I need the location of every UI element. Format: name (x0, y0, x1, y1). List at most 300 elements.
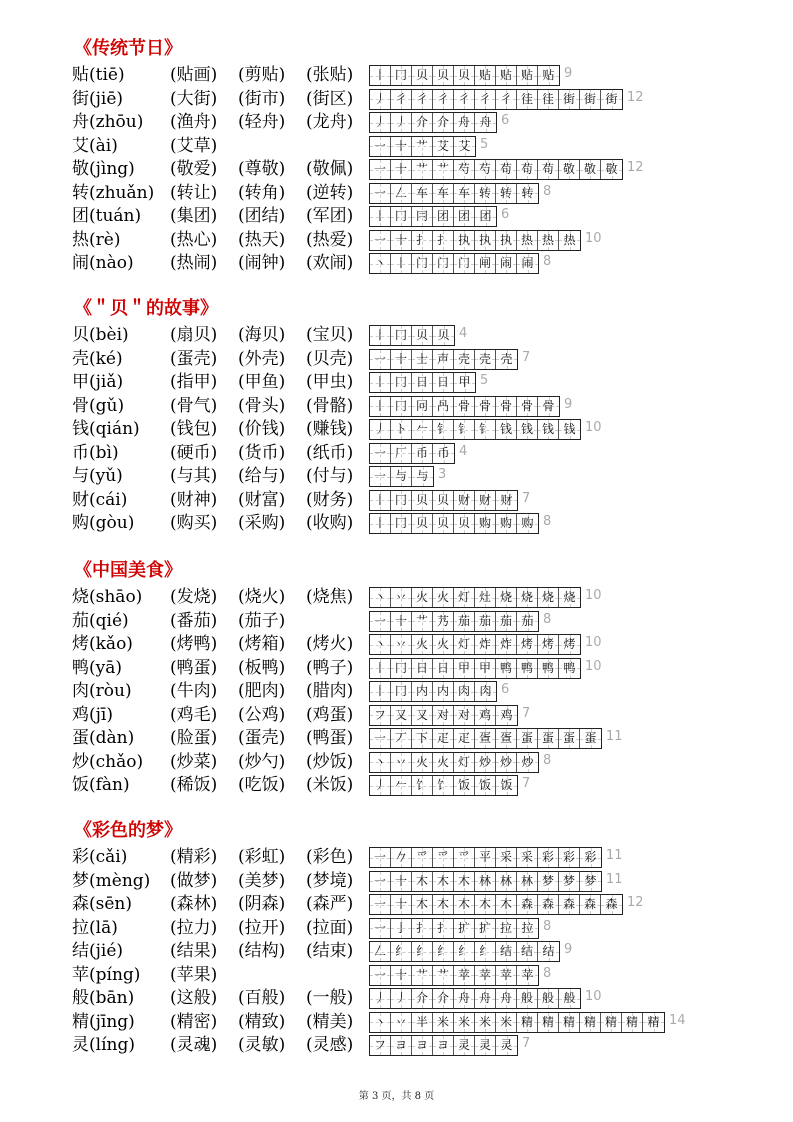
stroke-step (370, 207, 391, 226)
stroke-step-glyph: 苹 (499, 967, 512, 982)
stroke-step (433, 184, 454, 203)
stroke-step-glyph: 钱 (541, 422, 554, 436)
stroke-step (454, 66, 475, 85)
stroke-step-glyph: 敬 (562, 162, 575, 176)
stroke-step (559, 895, 580, 914)
vocab-row (0, 418, 793, 441)
stroke-step-glyph: 舟 (457, 991, 470, 1005)
stroke-step-glyph: 饭 (457, 778, 470, 792)
stroke-step (601, 90, 622, 109)
stroke-step (475, 207, 496, 226)
stroke-step (454, 231, 475, 250)
stroke-order-grid (369, 894, 623, 915)
stroke-step-glyph: 烧 (541, 590, 554, 604)
stroke-step-glyph: 闹 (521, 256, 534, 270)
stroke-step-glyph: 纟 (436, 944, 449, 958)
stroke-step-glyph: 饣 (436, 778, 449, 792)
stroke-step (454, 90, 475, 109)
example-word: (海贝) (238, 325, 286, 345)
stroke-step-glyph: 蛋 (562, 731, 575, 745)
stroke-step-glyph: 十 (394, 162, 407, 176)
stroke-step-glyph: 炒 (478, 754, 491, 769)
stroke-step (391, 706, 412, 725)
char-pinyin: 与(yǔ) (72, 466, 123, 486)
example-word: (烧焦) (306, 587, 354, 607)
example-word: (财神) (170, 489, 218, 510)
vocab-row (0, 64, 793, 87)
stroke-step-glyph: 炸 (478, 637, 491, 651)
stroke-step-glyph: フ (373, 707, 386, 722)
stroke-count: 14 (669, 1012, 686, 1028)
stroke-step (517, 729, 538, 748)
vocab-row (0, 489, 793, 512)
example-word: (扇贝) (170, 325, 218, 345)
stroke-step (412, 66, 433, 85)
stroke-step-glyph: 转 (478, 185, 491, 200)
stroke-step-glyph: 彳 (436, 91, 449, 106)
example-word: (蛋壳) (170, 348, 218, 369)
char-pinyin: 饭(fàn) (72, 775, 130, 795)
stroke-count: 8 (543, 918, 552, 934)
stroke-count: 10 (585, 658, 602, 674)
stroke-step-glyph: 丿 (373, 115, 386, 129)
stroke-step (475, 514, 496, 533)
stroke-step-glyph: 贝 (436, 68, 449, 82)
stroke-count: 11 (606, 848, 623, 863)
stroke-step-glyph: 采 (499, 850, 512, 864)
vocab-row (0, 135, 793, 158)
example-word: (热爱) (306, 229, 354, 250)
stroke-step (517, 753, 538, 772)
stroke-step-glyph: 丨 (373, 684, 386, 698)
stroke-step (475, 90, 496, 109)
stroke-step (370, 137, 391, 156)
example-word: (板鸭) (238, 657, 286, 678)
stroke-step-glyph: 一 (373, 232, 386, 247)
stroke-step (391, 397, 412, 416)
stroke-order-grid (369, 372, 476, 393)
stroke-step (496, 1036, 517, 1055)
stroke-step (496, 397, 517, 416)
stroke-step (433, 373, 454, 392)
stroke-step (433, 90, 454, 109)
stroke-step (391, 373, 412, 392)
stroke-step-glyph: 火 (415, 637, 428, 651)
example-word: (硬币) (170, 442, 218, 463)
stroke-step-glyph: 一 (373, 162, 386, 176)
example-word: (蛋壳) (238, 728, 286, 748)
stroke-step-glyph: 钱 (499, 422, 512, 436)
stroke-step-glyph: 蛋 (541, 731, 554, 745)
vocab-row (0, 182, 793, 205)
stroke-step (475, 989, 496, 1008)
stroke-count: 12 (627, 89, 644, 105)
stroke-step-glyph: 贝 (457, 516, 470, 530)
stroke-step (538, 588, 559, 607)
vocab-row (0, 680, 793, 703)
stroke-step (412, 588, 433, 607)
stroke-step-glyph: 饣 (415, 778, 428, 792)
stroke-step-glyph: 鸡 (478, 707, 491, 722)
stroke-step-glyph: 执 (499, 232, 512, 247)
stroke-step (370, 90, 391, 109)
stroke-step (496, 966, 517, 985)
example-word: (森严) (306, 894, 354, 914)
stroke-step-glyph: 介 (436, 991, 449, 1005)
example-word: (街市) (238, 88, 286, 109)
stroke-step (433, 137, 454, 156)
stroke-step-glyph: 车 (457, 185, 470, 200)
stroke-step-glyph: 丿 (394, 991, 407, 1005)
stroke-step-glyph: 丷 (394, 1014, 407, 1029)
stroke-step-glyph: 扩 (457, 920, 470, 935)
stroke-step (496, 254, 517, 273)
stroke-step-glyph: ト (394, 422, 407, 436)
stroke-step (475, 113, 496, 132)
stroke-step (412, 989, 433, 1008)
stroke-step (496, 753, 517, 772)
stroke-step (475, 919, 496, 938)
char-pinyin: 币(bì) (72, 442, 119, 463)
example-word: (鸡蛋) (306, 704, 354, 725)
char-pinyin: 精(jīng) (72, 1011, 135, 1032)
stroke-step (370, 444, 391, 463)
stroke-step-glyph: 与 (394, 469, 407, 483)
stroke-step-glyph: 结 (542, 944, 555, 958)
stroke-step (454, 729, 475, 748)
stroke-step-glyph: 十 (394, 897, 407, 911)
example-word: (龙舟) (306, 112, 354, 132)
vocab-row (0, 774, 793, 797)
stroke-step (370, 231, 391, 250)
stroke-step-glyph: 精 (520, 1014, 533, 1029)
stroke-step (475, 350, 496, 369)
char-pinyin: 购(gòu) (72, 513, 135, 533)
stroke-order-grid (369, 325, 455, 346)
stroke-step-glyph: 丷 (394, 637, 407, 651)
stroke-step (475, 729, 496, 748)
stroke-step (454, 588, 475, 607)
stroke-step-glyph: 敬 (583, 162, 596, 176)
example-word: (肥肉) (238, 681, 286, 701)
stroke-step-glyph: 茄 (457, 613, 470, 628)
stroke-step-glyph: 艾 (436, 138, 449, 153)
stroke-step (496, 514, 517, 533)
stroke-step (433, 588, 454, 607)
stroke-step (391, 207, 412, 226)
char-pinyin: 灵(líng) (72, 1035, 135, 1055)
stroke-step (412, 160, 433, 179)
stroke-step (475, 397, 496, 416)
stroke-step (370, 350, 391, 369)
stroke-count: 9 (564, 66, 573, 81)
stroke-step (370, 729, 391, 748)
stroke-step (412, 1036, 433, 1055)
stroke-count: 6 (501, 207, 510, 222)
stroke-step (517, 397, 538, 416)
stroke-step-glyph: 艹 (415, 967, 428, 982)
stroke-step-glyph: 米 (499, 1014, 512, 1029)
stroke-step (538, 942, 559, 961)
stroke-step-glyph: 介 (415, 991, 428, 1005)
stroke-step-glyph: 丨 (394, 256, 407, 270)
stroke-step (391, 137, 412, 156)
stroke-order-grid (369, 918, 539, 939)
stroke-step (412, 895, 433, 914)
stroke-step-glyph: 丨 (373, 68, 386, 82)
stroke-step (370, 373, 391, 392)
stroke-step (454, 872, 475, 891)
stroke-step-glyph: 采 (520, 850, 533, 864)
stroke-step (412, 729, 433, 748)
stroke-step-glyph: 扩 (478, 920, 491, 935)
stroke-step-glyph: 火 (436, 590, 449, 604)
char-pinyin: 艾(ài) (72, 135, 118, 156)
stroke-step-glyph: 扌 (436, 920, 449, 935)
stroke-step (559, 872, 580, 891)
stroke-step (454, 942, 475, 961)
stroke-step (370, 467, 391, 486)
stroke-step (391, 635, 412, 654)
example-word: (烤火) (306, 634, 354, 654)
stroke-step (580, 872, 601, 891)
vocab-row (0, 940, 793, 963)
stroke-step-glyph: 冋 (415, 398, 428, 413)
stroke-step-glyph: 又 (415, 707, 428, 722)
stroke-step-glyph: 钅 (436, 422, 449, 436)
stroke-step-glyph: 烤 (520, 637, 533, 651)
stroke-step (412, 966, 433, 985)
stroke-step (475, 66, 496, 85)
stroke-step (412, 467, 433, 486)
stroke-step (433, 682, 454, 701)
stroke-step (496, 729, 517, 748)
stroke-step-glyph: 彳 (415, 91, 428, 106)
stroke-step-glyph: 茄 (478, 613, 491, 628)
stroke-step (433, 919, 454, 938)
stroke-step-glyph: 钅 (457, 422, 470, 436)
stroke-step-glyph: 米 (478, 1014, 491, 1029)
stroke-step-glyph: 丿 (373, 422, 386, 436)
char-pinyin: 茄(qié) (72, 610, 129, 631)
example-word: (收购) (306, 513, 354, 533)
stroke-count: 10 (585, 635, 602, 650)
stroke-step-glyph: 徍 (541, 91, 554, 106)
stroke-step-glyph: 丨 (373, 328, 386, 342)
stroke-step-glyph: 丨 (373, 375, 386, 389)
stroke-step (496, 90, 517, 109)
stroke-step-glyph: 一 (373, 873, 386, 888)
stroke-step-glyph: 拉 (499, 920, 512, 935)
stroke-step (412, 514, 433, 533)
stroke-step (391, 872, 412, 891)
section-title: 《彩色的梦》 (74, 820, 182, 841)
vocab-row (0, 158, 793, 181)
example-word: (彩色) (306, 847, 354, 867)
stroke-step-glyph: 森 (520, 897, 533, 911)
stroke-step (370, 659, 391, 678)
char-pinyin: 鸡(jī) (72, 704, 113, 725)
example-word: (鸭子) (306, 657, 354, 678)
stroke-step (454, 207, 475, 226)
stroke-count: 6 (501, 682, 510, 697)
stroke-step-glyph: 冂 (394, 516, 407, 530)
stroke-step (391, 184, 412, 203)
stroke-step-glyph: 十 (394, 232, 407, 247)
vocab-row (0, 252, 793, 275)
stroke-step (454, 373, 475, 392)
stroke-step-glyph: 介 (436, 115, 449, 129)
stroke-step (391, 588, 412, 607)
char-pinyin: 彩(cǎi) (72, 847, 128, 867)
stroke-step-glyph: 贴 (478, 68, 491, 82)
stroke-step-glyph: 徍 (520, 91, 533, 106)
example-word: (炒饭) (306, 751, 354, 772)
stroke-step-glyph: 艿 (436, 613, 449, 628)
stroke-step-glyph: 精 (647, 1014, 660, 1029)
stroke-step-glyph: 纟 (415, 944, 428, 958)
stroke-step (475, 706, 496, 725)
stroke-step (475, 184, 496, 203)
char-pinyin: 烤(kǎo) (72, 634, 133, 654)
stroke-step-glyph: 烤 (563, 637, 576, 651)
stroke-step-glyph: 森 (541, 897, 554, 911)
stroke-step-glyph: 丷 (394, 754, 407, 769)
stroke-step-glyph: 艹 (415, 613, 428, 628)
stroke-step-glyph: 一 (373, 351, 386, 366)
stroke-step (496, 872, 517, 891)
stroke-step-glyph: 冃 (415, 209, 428, 223)
stroke-step (391, 514, 412, 533)
stroke-step (517, 635, 538, 654)
stroke-step (496, 66, 517, 85)
example-word: (骨气) (170, 395, 218, 416)
stroke-step (433, 612, 454, 631)
stroke-step-glyph: 𠂉 (415, 422, 428, 436)
example-word: (艾草) (170, 135, 218, 156)
stroke-step (475, 753, 496, 772)
vocab-row (0, 348, 793, 371)
stroke-step-glyph: 艹 (415, 162, 428, 176)
vocab-row (0, 1011, 793, 1034)
stroke-step-glyph: 舟 (499, 991, 512, 1005)
stroke-step (412, 207, 433, 226)
stroke-step-glyph: 苹 (457, 967, 470, 982)
example-word: (闹钟) (238, 253, 286, 273)
stroke-step (496, 989, 517, 1008)
stroke-step (454, 254, 475, 273)
stroke-step-glyph: 苹 (521, 967, 534, 982)
stroke-step-glyph: 纟 (457, 944, 470, 958)
stroke-step-glyph: 冂 (394, 684, 407, 698)
stroke-order-grid (369, 419, 581, 440)
example-word: (宝贝) (306, 325, 354, 345)
stroke-step-glyph: 扌 (415, 232, 428, 247)
char-pinyin: 舟(zhōu) (72, 112, 144, 132)
stroke-step-glyph: 日 (415, 660, 428, 675)
char-pinyin: 敬(jìng) (72, 159, 135, 179)
stroke-step-glyph: 苟 (499, 162, 512, 176)
stroke-order-grid (369, 206, 497, 227)
example-word: (转让) (170, 182, 218, 203)
stroke-step-glyph: 疋 (457, 731, 470, 745)
stroke-step (370, 848, 391, 867)
stroke-step (475, 682, 496, 701)
stroke-count: 10 (585, 588, 602, 603)
stroke-step (370, 397, 391, 416)
stroke-step-glyph: 蛋 (584, 731, 597, 745)
stroke-step (559, 659, 580, 678)
page-footer: 第 3 页，共 8 页 (358, 1091, 435, 1102)
section-title: 《传统节日》 (74, 38, 182, 59)
example-word: (做梦) (170, 870, 218, 891)
stroke-step-glyph: 木 (478, 897, 491, 911)
stroke-step-glyph: 购 (499, 516, 512, 530)
stroke-step-glyph: 热 (520, 232, 533, 247)
example-word: (炒勺) (238, 751, 286, 772)
stroke-step (433, 989, 454, 1008)
stroke-step-glyph: 甲 (478, 660, 491, 675)
stroke-step-glyph: 彳 (499, 91, 512, 106)
char-pinyin: 热(rè) (72, 229, 121, 250)
stroke-step-glyph: 鸡 (500, 707, 513, 722)
stroke-order-grid (369, 253, 539, 274)
stroke-step-glyph: フ (373, 1038, 386, 1052)
vocab-row (0, 88, 793, 111)
stroke-step-glyph: 灵 (500, 1038, 513, 1052)
stroke-step (391, 254, 412, 273)
example-word: (鸭蛋) (306, 728, 354, 748)
stroke-step (454, 612, 475, 631)
stroke-step-glyph: 冂 (394, 492, 407, 507)
stroke-step (391, 989, 412, 1008)
stroke-step-glyph: 日 (436, 660, 449, 675)
stroke-step (496, 184, 517, 203)
stroke-step (370, 588, 391, 607)
stroke-step-glyph: 冂 (394, 328, 407, 342)
char-pinyin: 贴(tiē) (72, 65, 125, 85)
stroke-order-grid (369, 658, 581, 679)
stroke-step (517, 184, 538, 203)
example-word: (敬爱) (170, 159, 218, 179)
example-word: (张贴) (306, 65, 354, 85)
stroke-step-glyph: 街 (562, 91, 575, 106)
stroke-step-glyph: 鸭 (520, 660, 533, 675)
stroke-step (433, 207, 454, 226)
example-word: (街区) (306, 88, 354, 109)
stroke-step (370, 895, 391, 914)
stroke-step-glyph: 般 (541, 991, 554, 1005)
stroke-step-glyph: 丨 (373, 492, 386, 507)
stroke-step (601, 1013, 622, 1032)
stroke-step (580, 895, 601, 914)
stroke-step (496, 635, 517, 654)
stroke-step (412, 350, 433, 369)
vocab-row (0, 657, 793, 680)
vocab-row (0, 395, 793, 418)
char-pinyin: 苹(píng) (72, 964, 141, 985)
stroke-step-glyph: 林 (499, 873, 512, 888)
example-word: (热心) (170, 229, 218, 250)
stroke-step (412, 254, 433, 273)
stroke-step (538, 659, 559, 678)
stroke-step (538, 1013, 559, 1032)
stroke-step (433, 729, 454, 748)
example-word: (美梦) (238, 870, 286, 891)
stroke-step-glyph: 购 (478, 516, 491, 530)
stroke-step-glyph: 梦 (562, 873, 575, 888)
stroke-step-glyph: 贝 (415, 492, 428, 507)
